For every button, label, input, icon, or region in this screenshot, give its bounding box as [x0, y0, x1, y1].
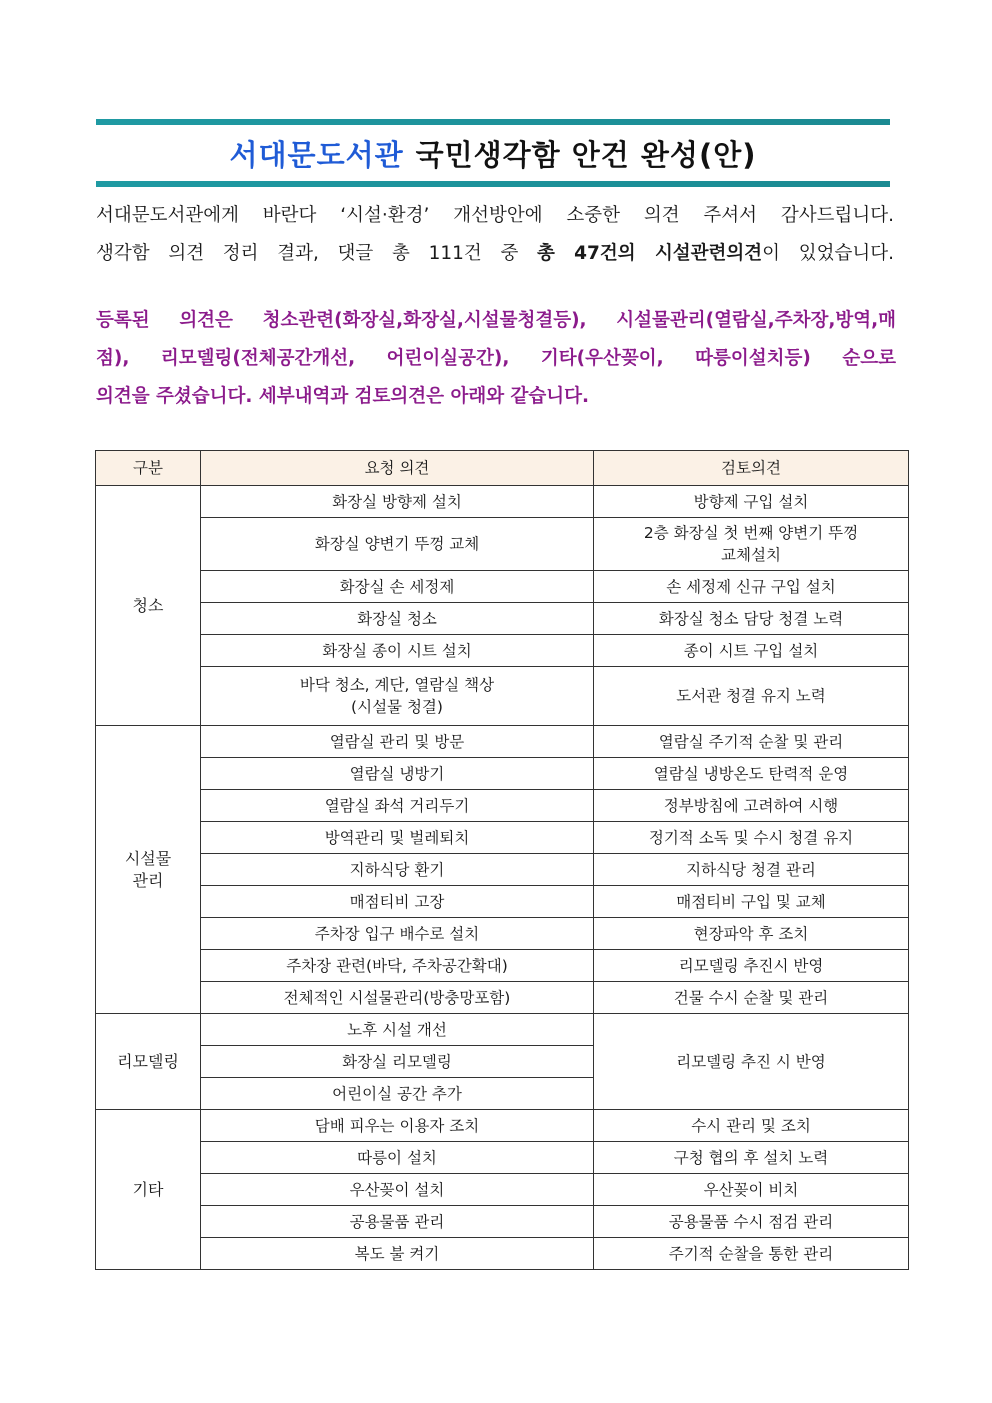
- request-cell: 열람실 냉방기: [201, 758, 594, 790]
- request-cell: 화장실 종이 시트 설치: [201, 635, 594, 667]
- review-cell: 건물 수시 순찰 및 관리: [594, 982, 909, 1014]
- header-review: 검토의견: [594, 451, 909, 486]
- review-cell: 현장파악 후 조치: [594, 918, 909, 950]
- request-cell: 복도 불 켜기: [201, 1238, 594, 1270]
- review-cell: 우산꽂이 비치: [594, 1174, 909, 1206]
- review-cell: 방향제 구입 설치: [594, 486, 909, 518]
- category-facility: [96, 726, 201, 1014]
- table-row: [96, 571, 909, 603]
- table-row: [96, 1142, 909, 1174]
- request-cell: 주차장 관련(바닥, 주차공간확대): [201, 950, 594, 982]
- intro-paragraph: [96, 197, 894, 273]
- request-cell: [201, 667, 594, 726]
- table-header-row: [96, 451, 909, 486]
- summary-line-2: 점), 리모델링(전체공간개선, 어린이실공간), 기타(우산꽂이, 따릉이설치등) 순으로: [96, 348, 896, 369]
- page-title: [96, 125, 890, 181]
- review-cell: 수시 관리 및 조치: [594, 1110, 909, 1142]
- review-cell: 지하식당 청결 관리: [594, 854, 909, 886]
- intro-line-2: [96, 235, 894, 273]
- request-cell: 열람실 관리 및 방문: [201, 726, 594, 758]
- review-cell: 화장실 청소 담당 청결 노력: [594, 603, 909, 635]
- review-cell: 매점티비 구입 및 교체: [594, 886, 909, 918]
- intro-line-2-post: 이 있었습니다.: [762, 243, 894, 264]
- table-row: [96, 486, 909, 518]
- request-cell: 어린이실 공간 추가: [201, 1078, 594, 1110]
- title-bottom-rule: [96, 181, 890, 187]
- request-cell: 따릉이 설치: [201, 1142, 594, 1174]
- table-row: [96, 667, 909, 726]
- request-cell: 열람실 좌석 거리두기: [201, 790, 594, 822]
- review-line: 2층 화장실 첫 번째 양변기 뚜껑: [643, 524, 859, 542]
- category-line: 시설물: [124, 848, 172, 868]
- category-cleaning: 청소: [96, 486, 201, 726]
- review-cell: [594, 518, 909, 571]
- request-line: (시설물 청결): [351, 698, 443, 716]
- review-cell: 정기적 소독 및 수시 청결 유지: [594, 822, 909, 854]
- header-request: 요청 의견: [201, 451, 594, 486]
- table-row: [96, 950, 909, 982]
- review-cell: 손 세정제 신규 구입 설치: [594, 571, 909, 603]
- feedback-table: [95, 450, 909, 1270]
- request-cell: 지하식당 환기: [201, 854, 594, 886]
- request-cell: 노후 시설 개선: [201, 1014, 594, 1046]
- review-cell: 열람실 냉방온도 탄력적 운영: [594, 758, 909, 790]
- request-cell: 화장실 방향제 설치: [201, 486, 594, 518]
- review-cell: 공용물품 수시 점검 관리: [594, 1206, 909, 1238]
- header-category: 구분: [96, 451, 201, 486]
- intro-line-2-pre: 생각함 의견 정리 결과, 댓글 총 111건 중: [96, 243, 538, 264]
- table-row: [96, 603, 909, 635]
- category-etc: 기타: [96, 1110, 201, 1270]
- table-row: [96, 918, 909, 950]
- review-cell: 도서관 청결 유지 노력: [594, 667, 909, 726]
- table-row: [96, 518, 909, 571]
- intro-line-1: 서대문도서관에게 바란다 ‘시설·환경’ 개선방안에 소중한 의견 주셔서 감사드립니다.: [96, 205, 894, 226]
- table-row: [96, 982, 909, 1014]
- table-row: [96, 726, 909, 758]
- request-cell: 담배 피우는 이용자 조치: [201, 1110, 594, 1142]
- table-row: [96, 790, 909, 822]
- table-row: [96, 1014, 909, 1046]
- request-cell: 우산꽂이 설치: [201, 1174, 594, 1206]
- table-row: [96, 822, 909, 854]
- request-cell: 주차장 입구 배수로 설치: [201, 918, 594, 950]
- review-line: 교체설치: [721, 546, 781, 564]
- summary-line-3: 의견을 주셨습니다. 세부내역과 검토의견은 아래와 같습니다.: [96, 386, 590, 407]
- request-cell: 화장실 청소: [201, 603, 594, 635]
- category-line: 관리: [132, 870, 164, 890]
- summary-line-1: 등록된 의견은 청소관련(화장실,화장실,시설물청결등), 시설물관리(열람실,주차장,방역,매: [96, 310, 896, 331]
- summary-paragraph: [96, 302, 896, 416]
- title-block: [96, 119, 890, 187]
- table-row: [96, 635, 909, 667]
- review-cell: 주기적 순찰을 통한 관리: [594, 1238, 909, 1270]
- review-cell: 정부방침에 고려하여 시행: [594, 790, 909, 822]
- category-remodel: 리모델링: [96, 1014, 201, 1110]
- table-row: [96, 1206, 909, 1238]
- request-cell: 공용물품 관리: [201, 1206, 594, 1238]
- review-cell: 열람실 주기적 순찰 및 관리: [594, 726, 909, 758]
- request-cell: 화장실 리모델링: [201, 1046, 594, 1078]
- table-row: [96, 1238, 909, 1270]
- table-row: [96, 1174, 909, 1206]
- table-row: [96, 854, 909, 886]
- intro-line-2-bold: 총 47건의 시설관련의견: [537, 243, 763, 264]
- title-accent: 서대문도서관: [229, 137, 404, 172]
- title-rest: 국민생각함 안건 완성(안): [415, 137, 757, 172]
- request-cell: 전체적인 시설물관리(방충망포함): [201, 982, 594, 1014]
- table-row: [96, 1110, 909, 1142]
- review-cell: 종이 시트 구입 설치: [594, 635, 909, 667]
- request-cell: 화장실 양변기 뚜껑 교체: [201, 518, 594, 571]
- request-line: 바닥 청소, 계단, 열람실 책상: [299, 676, 495, 694]
- review-cell: 리모델링 추진시 반영: [594, 950, 909, 982]
- request-cell: 화장실 손 세정제: [201, 571, 594, 603]
- request-cell: 매점티비 고장: [201, 886, 594, 918]
- review-cell: 구청 협의 후 설치 노력: [594, 1142, 909, 1174]
- request-cell: 방역관리 및 벌레퇴치: [201, 822, 594, 854]
- review-cell: 리모델링 추진 시 반영: [594, 1014, 909, 1110]
- table-row: [96, 886, 909, 918]
- table-row: [96, 758, 909, 790]
